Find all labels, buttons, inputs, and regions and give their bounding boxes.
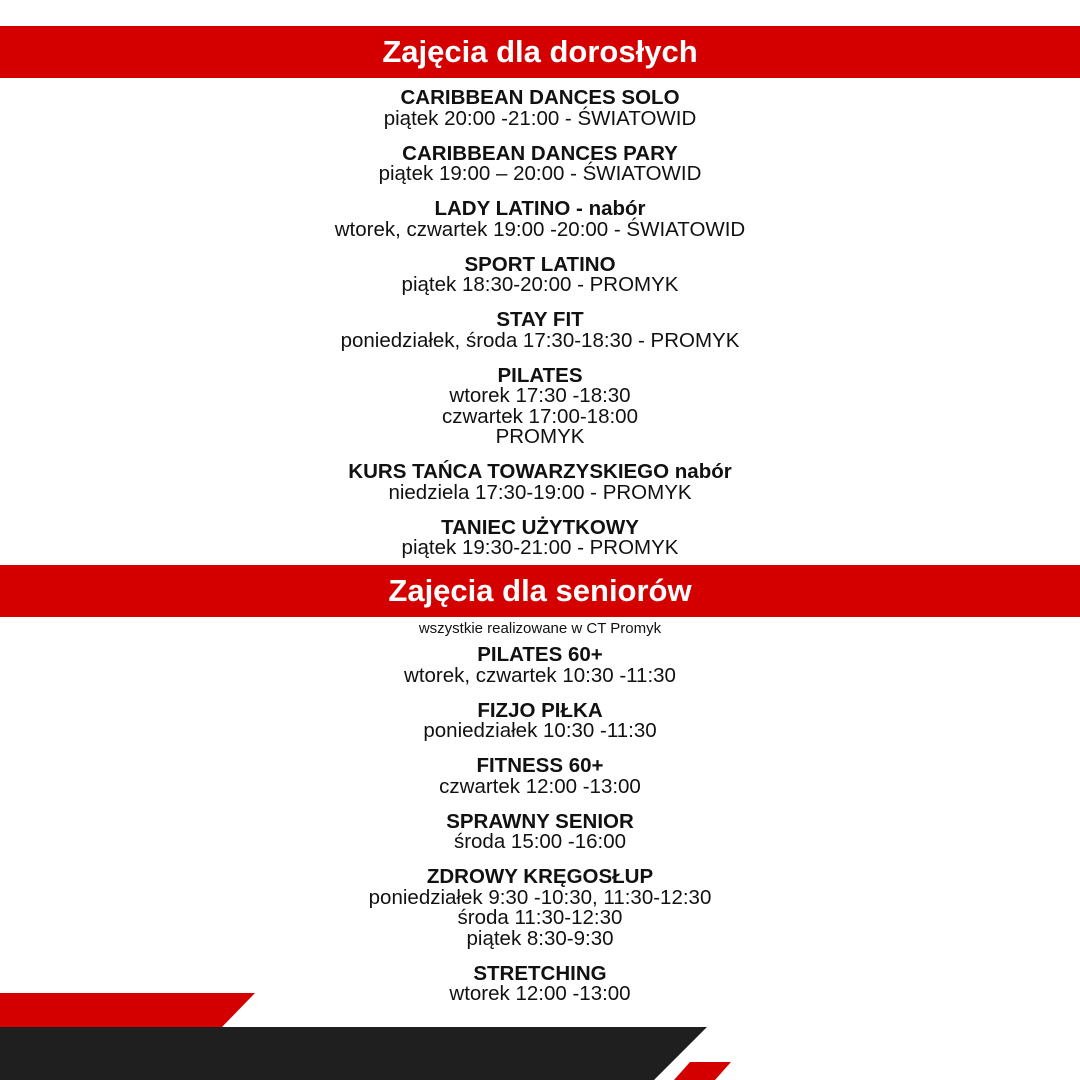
class-schedule: piątek 8:30-9:30 xyxy=(466,926,614,950)
class-schedule: piątek 19:00 – 20:00 - ŚWIATOWID xyxy=(378,162,702,185)
adults-heading: Zajęcia dla dorosłych xyxy=(382,34,698,69)
class-title: PILATES 60+ xyxy=(477,643,603,666)
class-entry xyxy=(369,867,712,949)
class-title: STRETCHING xyxy=(473,961,607,985)
class-entry xyxy=(423,698,657,742)
class-title: CARIBBEAN DANCES SOLO xyxy=(400,86,680,109)
class-entry xyxy=(401,515,679,559)
class-title: SPRAWNY SENIOR xyxy=(446,809,634,833)
red-stripe-right xyxy=(674,1062,731,1080)
class-entry xyxy=(404,645,676,686)
class-schedule: wtorek, czwartek 19:00 -20:00 - ŚWIATOWID xyxy=(334,217,746,241)
class-title: CARIBBEAN DANCES PARY xyxy=(402,141,678,165)
class-entry xyxy=(449,961,631,1005)
class-entry xyxy=(441,363,638,448)
class-entry xyxy=(335,199,746,240)
class-entry xyxy=(446,809,634,853)
class-schedule: wtorek 12:00 -13:00 xyxy=(449,982,631,1005)
class-title: FIZJO PIŁKA xyxy=(477,698,603,722)
class-title: STAY FIT xyxy=(496,308,584,331)
class-title: ZDROWY KRĘGOSŁUP xyxy=(426,865,654,888)
class-schedule: wtorek, czwartek 10:30 -11:30 xyxy=(404,663,676,687)
class-schedule: poniedziałek, środa 17:30-18:30 - PROMYK xyxy=(340,328,740,352)
class-location: PROMYK xyxy=(495,425,585,448)
class-entry xyxy=(341,310,740,351)
dark-stripe xyxy=(0,1027,707,1080)
class-schedule: środa 15:00 -16:00 xyxy=(453,830,627,853)
class-entry xyxy=(378,141,702,185)
class-title: TANIEC UŻYTKOWY xyxy=(441,515,639,539)
class-schedule: niedziela 17:30-19:00 - PROMYK xyxy=(388,480,692,504)
adults-class-list xyxy=(0,88,1080,573)
adults-heading-banner xyxy=(0,26,1080,78)
class-schedule: czwartek 17:00-18:00 xyxy=(441,404,638,428)
class-entry xyxy=(384,88,697,129)
class-schedule: poniedziałek 10:30 -11:30 xyxy=(423,719,657,742)
seniors-class-list xyxy=(0,620,1080,1019)
seniors-heading-banner xyxy=(0,565,1080,617)
class-schedule: środa 11:30-12:30 xyxy=(457,906,623,929)
seniors-heading: Zajęcia dla seniorów xyxy=(388,573,692,608)
class-entry xyxy=(348,462,731,503)
class-schedule: piątek 19:30-21:00 - PROMYK xyxy=(401,536,679,559)
class-schedule: poniedziałek 9:30 -10:30, 11:30-12:30 xyxy=(368,885,712,909)
class-title: KURS TAŃCA TOWARZYSKIEGO nabór xyxy=(348,460,732,483)
class-title: PILATES xyxy=(497,363,583,387)
class-schedule: czwartek 12:00 -13:00 xyxy=(439,774,641,798)
class-title: FITNESS 60+ xyxy=(476,754,604,777)
class-entry xyxy=(439,756,641,797)
class-title: LADY LATINO - nabór xyxy=(434,197,646,220)
class-schedule: piątek 18:30-20:00 - PROMYK xyxy=(401,273,679,296)
seniors-location-note: wszystkie realizowane w CT Promyk xyxy=(418,620,662,637)
class-schedule: wtorek 17:30 -18:30 xyxy=(449,384,631,407)
class-schedule: piątek 20:00 -21:00 - ŚWIATOWID xyxy=(383,106,697,130)
class-title: SPORT LATINO xyxy=(464,252,616,276)
class-entry xyxy=(401,252,679,296)
